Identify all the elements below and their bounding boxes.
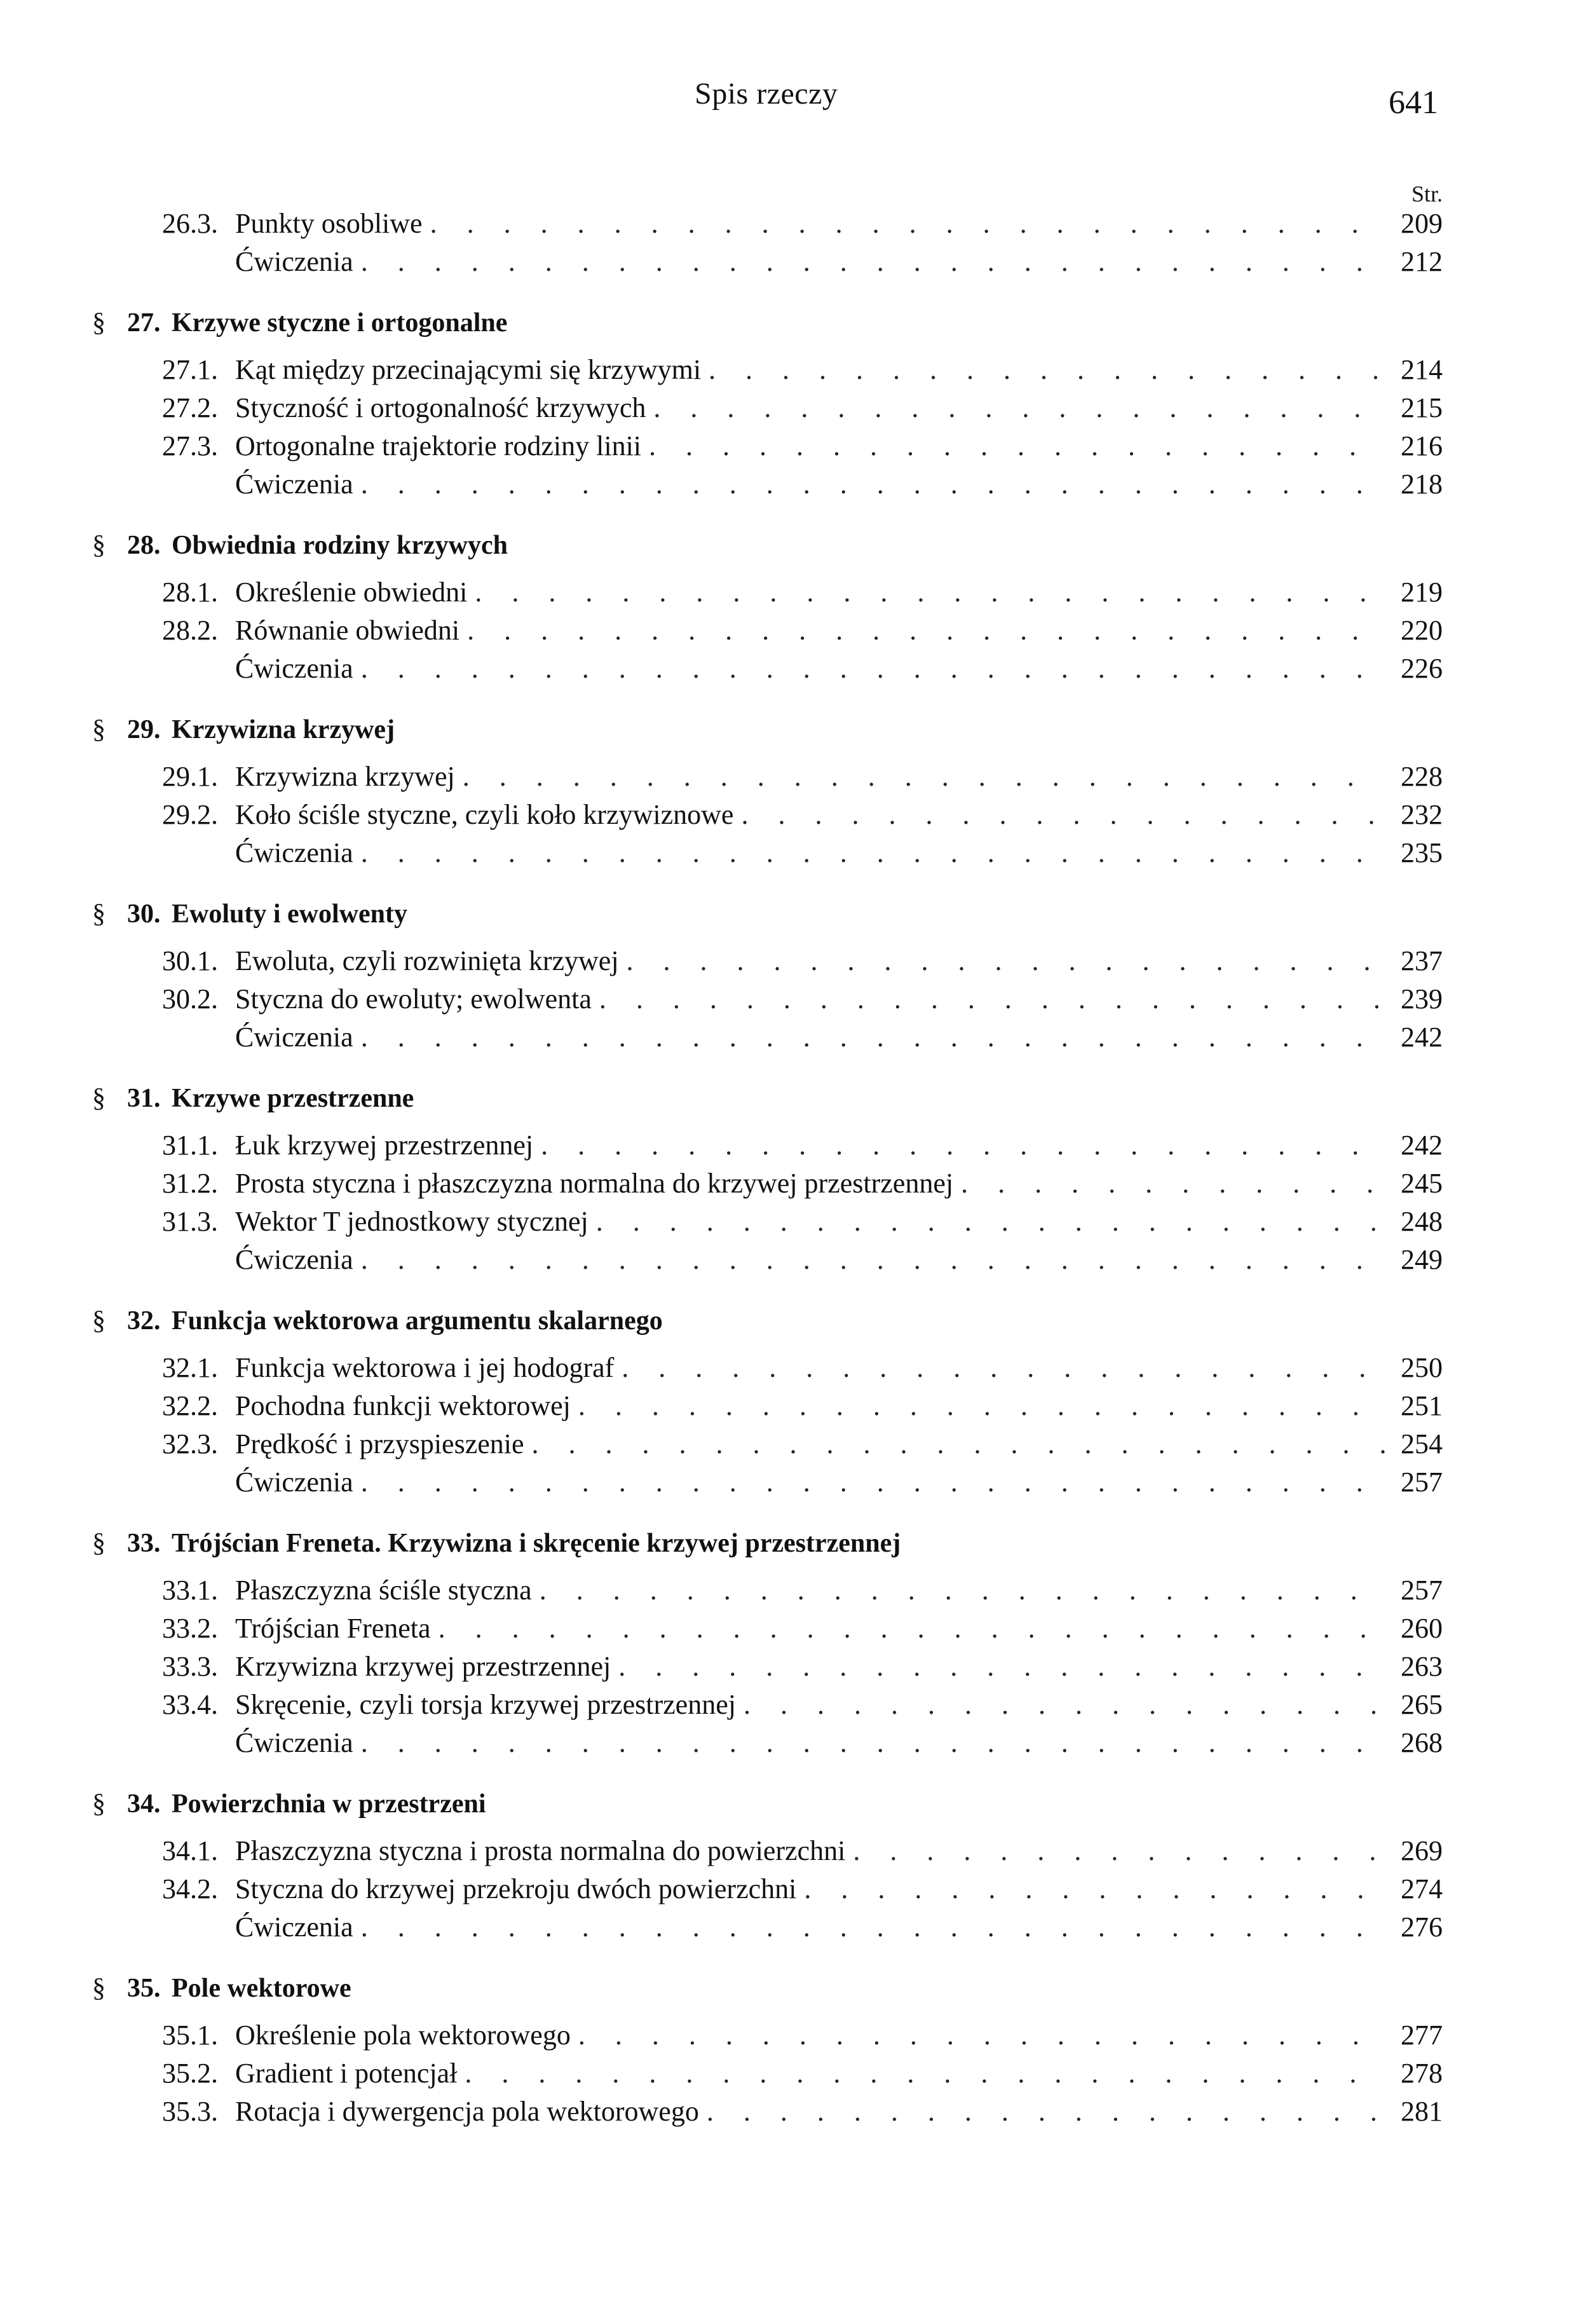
entry-page: 220 [1401,615,1443,646]
dot-leader [653,392,1385,424]
toc-entry [92,1466,1443,1504]
entry-number: 31.2. [162,1168,218,1199]
entry-title: Krzywizna krzywej przestrzennej [235,1651,611,1682]
entry-title: Wektor T jednostkowy stycznej [235,1206,588,1237]
entry-number: 33.1. [162,1575,218,1606]
entry-number: 32.3. [162,1428,218,1459]
entry-title: Określenie pola wektorowego [235,2020,571,2051]
entry-page: 251 [1401,1390,1443,1421]
section-title: Trójścian Freneta. Krzywizna i skręcenie krzywej przestrzennej [172,1529,901,1558]
section-entries [92,1129,1443,1282]
section-title: Obwiednia rodziny krzywych [172,531,508,560]
section-sign: § [92,1789,105,1819]
toc-entry [92,1688,1443,1726]
entry-title: Ćwiczenia [235,468,353,500]
entry-page: 269 [1401,1835,1443,1866]
toc-entry [92,2019,1443,2057]
section-number: 35. [127,1974,161,2003]
entry-title: Trójścian Freneta [235,1613,431,1644]
entry-title: Funkcja wektorowa i jej hodograf [235,1352,615,1383]
section-title: Krzywe styczne i ortogonalne [172,308,508,338]
toc-section [92,1789,1443,1949]
running-title: Spis rzeczy [695,77,838,111]
toc-entry [92,798,1443,837]
toc-entry [92,1428,1443,1466]
entry-title: Ćwiczenia [235,1022,353,1053]
page-number: 641 [1389,85,1438,121]
entry-title: Styczna do ewoluty; ewolwenta [235,983,592,1015]
toc-entry [92,945,1443,983]
section-entries [92,1574,1443,1765]
sections-list [92,308,1443,2133]
toc-entry [92,760,1443,798]
entry-number: 34.1. [162,1835,218,1866]
section-number: 30. [127,899,161,929]
dot-leader [361,1021,1385,1053]
section-title: Ewoluty i ewolwenty [172,899,407,929]
section-heading [92,1528,1443,1566]
entry-number: 30.2. [162,983,218,1015]
dot-leader [578,1390,1385,1422]
entry-title: Pochodna funkcji wektorowej [235,1390,571,1421]
entry-number: 28.2. [162,615,218,646]
str-label: Str. [1411,181,1443,207]
dot-leader [361,468,1385,500]
entry-page: 254 [1401,1428,1443,1459]
toc-entry [92,468,1443,506]
toc-entry [92,1911,1443,1949]
dot-leader [541,1129,1385,1161]
entry-page: 228 [1401,761,1443,792]
toc-entry [92,1574,1443,1612]
entry-page: 242 [1401,1022,1443,1053]
entry-title: Ćwiczenia [235,246,353,277]
entry-page: 249 [1401,1244,1443,1275]
entry-number: 32.2. [162,1390,218,1421]
section-title: Krzywe przestrzenne [172,1084,414,1113]
entry-page: 260 [1401,1613,1443,1644]
toc-entry [92,2095,1443,2133]
dot-leader [627,945,1385,977]
toc-entry [92,1873,1443,1911]
section-sign: § [92,1529,105,1558]
entry-page: 245 [1401,1168,1443,1199]
entry-page: 214 [1401,354,1443,385]
entry-page: 215 [1401,392,1443,423]
entry-title: Płaszczyzna ściśle styczna [235,1575,532,1606]
entry-page: 235 [1401,837,1443,868]
entry-page: 216 [1401,430,1443,461]
entry-number: 27.3. [162,430,218,461]
dot-leader [540,1574,1385,1606]
entry-title: Styczność i ortogonalność krzywych [235,392,646,423]
entry-number: 32.1. [162,1352,218,1383]
toc-entry [92,1726,1443,1765]
dot-leader [430,207,1385,240]
toc-entry [92,1205,1443,1243]
entry-title: Ćwiczenia [235,653,353,684]
dot-leader [465,2057,1385,2089]
entry-page: 268 [1401,1727,1443,1758]
toc-section [92,714,1443,875]
entry-page: 250 [1401,1352,1443,1383]
dot-leader [361,245,1385,278]
entry-title: Prędkość i przyspieszenie [235,1428,524,1459]
entry-title: Ćwiczenia [235,1466,353,1498]
dot-leader [744,1688,1385,1721]
entry-number: 35.3. [162,2096,218,2127]
entry-number: 28.1. [162,577,218,608]
dot-leader [741,798,1385,831]
toc-entry [92,614,1443,652]
entry-number: 27.1. [162,354,218,385]
dot-leader [709,353,1385,386]
entry-page: 257 [1401,1575,1443,1606]
entry-number: 29.1. [162,761,218,792]
entry-title: Ćwiczenia [235,1911,353,1943]
section-number: 27. [127,308,161,338]
section-sign: § [92,899,105,929]
entry-title: Gradient i potencjał [235,2058,458,2089]
dot-leader [475,576,1385,608]
entry-number: 33.4. [162,1689,218,1720]
section-heading [92,1083,1443,1121]
toc-section [92,1306,1443,1504]
section-entries [92,945,1443,1059]
toc-entry [92,353,1443,392]
table-of-contents [92,178,1443,2133]
section-title: Pole wektorowe [172,1974,351,2003]
entry-title: Krzywizna krzywej [235,761,455,792]
section-heading [92,1973,1443,2011]
section-sign: § [92,531,105,560]
entry-page: 239 [1401,983,1443,1015]
entry-title: Rotacja i dywergencja pola wektorowego [235,2096,699,2127]
dot-leader [361,1726,1385,1759]
entry-page: 278 [1401,2058,1443,2089]
entry-page: 218 [1401,468,1443,500]
dot-leader [361,1243,1385,1276]
entry-number: 34.2. [162,1873,218,1904]
toc-section [92,530,1443,690]
entry-title: Równanie obwiedni [235,615,460,646]
entry-number: 31.1. [162,1130,218,1161]
toc-entry [92,1167,1443,1205]
dot-leader [578,2019,1385,2051]
dot-leader [622,1351,1385,1384]
entry-number: 29.2. [162,799,218,830]
section-heading [92,1306,1443,1344]
running-header [0,71,1578,122]
entry-title: Styczna do krzywej przekroju dwóch powierzchni [235,1873,797,1904]
entry-page: 248 [1401,1206,1443,1237]
section-number: 34. [127,1789,161,1819]
section-heading [92,714,1443,753]
entry-title: Koło ściśle styczne, czyli koło krzywiznowe [235,799,734,830]
entry-number: 31.3. [162,1206,218,1237]
entry-title: Skręcenie, czyli torsja krzywej przestrzennej [235,1689,736,1720]
section-sign: § [92,1974,105,2003]
entry-title: Określenie obwiedni [235,577,468,608]
section-heading [92,1789,1443,1827]
entry-page: 219 [1401,577,1443,608]
dot-leader [804,1873,1385,1905]
toc-entry [92,1612,1443,1650]
section-number: 31. [127,1084,161,1113]
toc-section [92,1528,1443,1765]
toc-entry [92,1390,1443,1428]
entry-title: Łuk krzywej przestrzennej [235,1130,534,1161]
toc-entry [92,1351,1443,1390]
entry-page: 226 [1401,653,1443,684]
entry-page: 237 [1401,945,1443,976]
entry-title: Ewoluta, czyli rozwinięta krzywej [235,945,619,976]
section-title: Krzywizna krzywej [172,715,395,744]
dot-leader [618,1650,1385,1683]
entry-number: 33.2. [162,1613,218,1644]
dot-leader [596,1205,1385,1238]
section-sign: § [92,1084,105,1113]
section-sign: § [92,308,105,338]
entry-number: 35.1. [162,2020,218,2051]
section-heading [92,308,1443,346]
entry-page: 281 [1401,2096,1443,2127]
toc-entry [92,652,1443,690]
entry-title: Płaszczyzna styczna i prosta normalna do powierzchni [235,1835,846,1866]
entry-number: 33.3. [162,1651,218,1682]
entry-number: 27.2. [162,392,218,423]
intro-entries [92,207,1443,284]
dot-leader [361,837,1385,869]
toc-entry [92,576,1443,614]
section-entries [92,576,1443,690]
toc-entry [92,2057,1443,2095]
section-number: 33. [127,1529,161,1558]
section-sign: § [92,1306,105,1336]
toc-entry [92,1650,1443,1688]
toc-entry [92,983,1443,1021]
toc-section [92,1973,1443,2133]
dot-leader [649,430,1385,462]
section-entries [92,760,1443,875]
toc-entry [92,1021,1443,1059]
toc-section [92,1083,1443,1282]
entry-page: 265 [1401,1689,1443,1720]
section-title: Powierzchnia w przestrzeni [172,1789,486,1819]
dot-leader [599,983,1385,1015]
dot-leader [439,1612,1385,1644]
toc-entry [92,430,1443,468]
toc-entry [92,1835,1443,1873]
section-number: 32. [127,1306,161,1336]
section-heading [92,899,1443,937]
entry-title: Prosta styczna i płaszczyzna normalna do krzywej przestrzennej [235,1168,954,1199]
entry-title: Punkty osobliwe [235,208,423,239]
entry-page: 257 [1401,1466,1443,1498]
toc-entry [92,1243,1443,1282]
section-number: 28. [127,531,161,560]
toc-entry [92,1129,1443,1167]
dot-leader [361,1911,1385,1943]
entry-number: 30.1. [162,945,218,976]
section-title: Funkcja wektorowa argumentu skalarnego [172,1306,663,1336]
entry-number: 35.2. [162,2058,218,2089]
toc-entry [92,837,1443,875]
entry-title: Ćwiczenia [235,837,353,868]
entry-page: 212 [1401,246,1443,277]
dot-leader [961,1167,1385,1200]
entry-number: 26.3. [162,208,218,239]
dot-leader [361,1466,1385,1498]
entry-title: Ćwiczenia [235,1244,353,1275]
toc-section [92,899,1443,1059]
section-entries [92,1351,1443,1504]
entry-page: 277 [1401,2020,1443,2051]
section-sign: § [92,715,105,744]
toc-entry [92,392,1443,430]
toc-section [92,308,1443,506]
toc-entry [92,207,1443,245]
entry-title: Ćwiczenia [235,1727,353,1758]
entry-title: Ortogonalne trajektorie rodziny linii [235,430,642,461]
entry-page: 209 [1401,208,1443,239]
entry-page: 263 [1401,1651,1443,1682]
section-entries [92,2019,1443,2133]
entry-title: Kąt między przecinającymi się krzywymi [235,354,702,385]
page-column-header [92,178,1443,207]
dot-leader [532,1428,1385,1460]
dot-leader [463,760,1385,793]
dot-leader [361,652,1385,685]
section-entries [92,1835,1443,1949]
toc-entry [92,245,1443,284]
entry-page: 232 [1401,799,1443,830]
entry-page: 242 [1401,1130,1443,1161]
section-number: 29. [127,715,161,744]
section-heading [92,530,1443,568]
entry-page: 274 [1401,1873,1443,1904]
dot-leader [707,2095,1385,2128]
entry-page: 276 [1401,1911,1443,1943]
dot-leader [853,1835,1385,1867]
dot-leader [467,614,1385,646]
section-entries [92,353,1443,506]
